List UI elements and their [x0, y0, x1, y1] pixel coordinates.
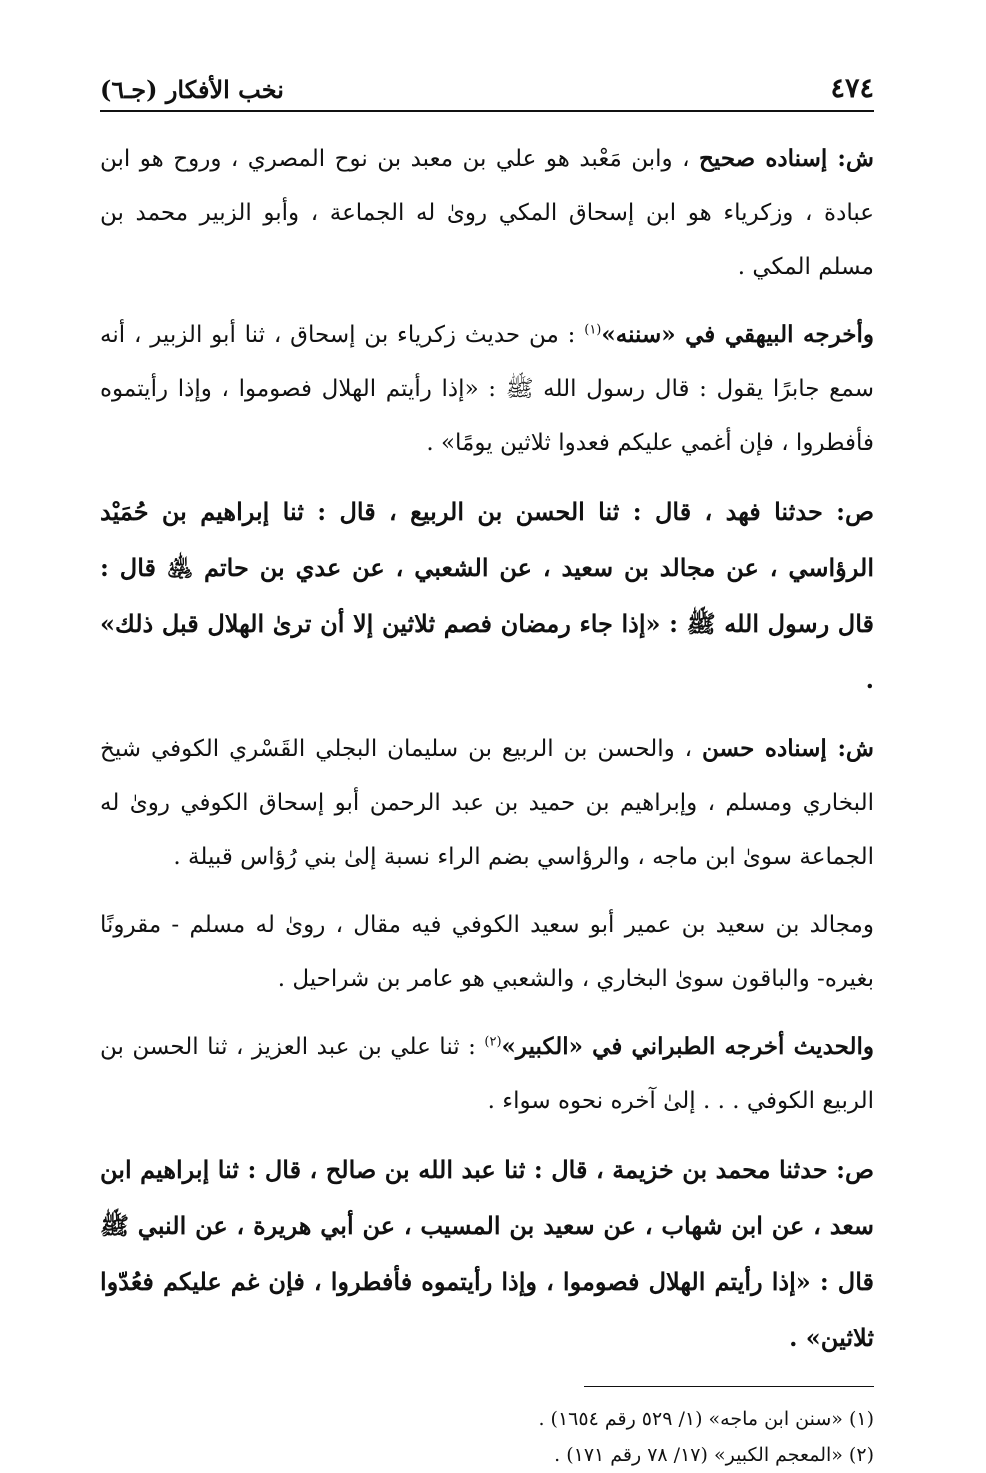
page-header	[100, 60, 874, 112]
page-number: ٤٧٤	[830, 73, 874, 104]
footnote-2: (٢) «المعجم الكبير» (١٧/ ٧٨ رقم ١٧١) .	[554, 1444, 874, 1466]
commentary-lead: ش: إسناده صحيح	[699, 145, 875, 172]
takhrij-lead: والحديث أخرجه الطبراني في «الكبير»	[501, 1033, 874, 1060]
commentary-text: ، والحسن بن الربيع بن سليمان البجلي القَسْري الكوفي شيخ البخاري ومسلم ، وإبراهيم بن حميد بن عبد الرحمن أبو إسحاق الكوفي روىٰ له الجماعة سوىٰ ابن ماجه ، والرؤاسي بضم الراء نسبة إلىٰ بني رُؤاس قبيلة .	[100, 736, 874, 870]
commentary-lead: ش: إسناده حسن	[702, 735, 875, 762]
hadith-paragraph-1: ص: حدثنا فهد ، قال : ثنا الحسن بن الربيع ، قال : ثنا إبراهيم بن حُمَيْد الرؤاسي ، عن مجالد بن سعيد ، عن الشعبي ، عن عدي بن حاتم ﵁ قال : قال رسول الله ﷺ : «إذا جاء رمضان فصم ثلاثين إلا أن ترىٰ الهلال قبل ذلك» .	[100, 497, 875, 694]
footnote-divider	[584, 1386, 874, 1387]
takhrij-text: : من حديث زكرياء بن إسحاق ، ثنا أبو الزبير ، أنه سمع جابرًا يقول : قال رسول الله ﷺ : «إذا رأيتم الهلال فصوموا ، وإذا رأيتموه فأفطروا ، فإن أغمي عليكم فعدوا ثلاثين يومًا» .	[100, 322, 874, 456]
commentary-paragraph-4: ومجالد بن سعيد بن عمير أبو سعيد الكوفي فيه مقال ، روىٰ له مسلم - مقرونًا بغيره- والباقون سوىٰ البخاري ، والشعبي هو عامر بن شراحيل .	[100, 912, 874, 992]
commentary-paragraph-3	[100, 722, 874, 884]
footnote-ref-2: (٢)	[484, 1034, 502, 1050]
hadith-paragraph-2: ص: حدثنا محمد بن خزيمة ، قال : ثنا عبد الله بن صالح ، قال : ثنا إبراهيم ابن سعد ، عن ابن شهاب ، عن سعيد بن المسيب ، عن أبي هريرة ، عن النبي ﷺ قال : «إذا رأيتم الهلال فصوموا ، وإذا رأيتموه فأفطروا ، فإن غم عليكم فعُدّوا ثلاثين» .	[100, 1155, 875, 1352]
commentary-paragraph-2	[100, 308, 874, 470]
book-page	[100, 60, 874, 1473]
footnote-ref-1: (١)	[584, 322, 602, 338]
commentary-paragraph-1	[100, 132, 874, 294]
takhrij-text: : ثنا علي بن عبد العزيز ، ثنا الحسن بن الربيع الكوفي . . . إلىٰ آخره نحوه سواء .	[100, 1034, 874, 1114]
footnote-1: (١) «سنن ابن ماجه» (١/ ٥٢٩ رقم ١٦٥٤) .	[538, 1408, 874, 1430]
commentary-paragraph-5	[100, 1020, 874, 1128]
page-body	[100, 132, 874, 1473]
running-title: نخب الأفكار (جـ٦)	[100, 75, 284, 104]
takhrij-lead: وأخرجه البيهقي في «سننه»	[601, 321, 875, 348]
commentary-text: ، وابن مَعْبد هو علي بن معبد بن نوح المصري ، وروح هو ابن عبادة ، وزكرياء هو ابن إسحاق المكي روىٰ له الجماعة ، وأبو الزبير محمد بن مسلم المكي .	[100, 146, 874, 280]
